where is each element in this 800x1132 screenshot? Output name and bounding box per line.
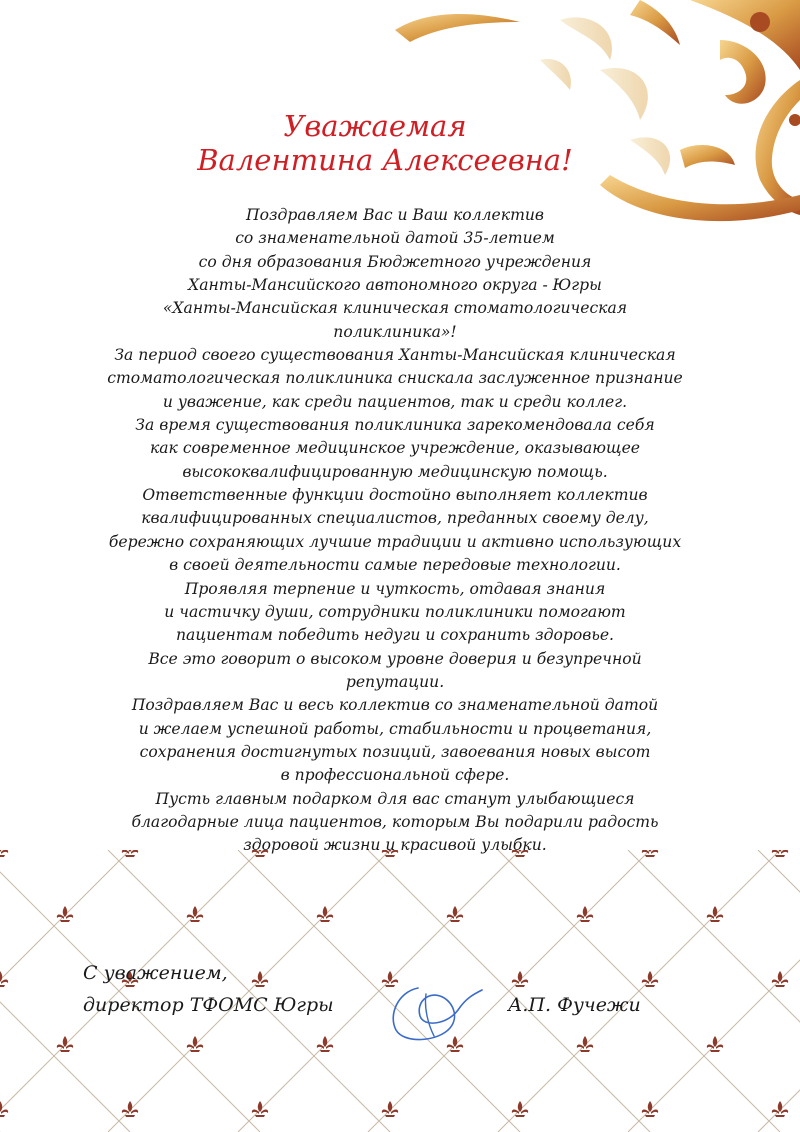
fleur-de-lis-icon <box>577 1036 593 1052</box>
signature-regards: С уважением, <box>83 962 228 984</box>
fleur-de-lis-icon <box>707 1036 723 1052</box>
body-line: бережно сохраняющих лучшие традиции и активно использующих <box>108 532 682 551</box>
fleur-de-lis-icon <box>0 850 8 857</box>
body-line: в профессиональной сфере. <box>280 766 510 785</box>
handwritten-signature <box>378 980 488 1050</box>
body-line: как современное медицинское учреждение, оказывающее <box>149 439 641 458</box>
letter-body <box>95 204 695 858</box>
fleur-de-lis-icon <box>317 1036 333 1052</box>
body-line: Ответственные функции достойно выполняет коллектив <box>142 486 648 505</box>
body-line: пациентам победить недуги и сохранить здоровье. <box>175 626 615 645</box>
body-line: Все это говорит о высоком уровне доверия и безупречной <box>148 649 642 668</box>
body-line: Поздравляем Вас и весь коллектив со знаменательной датой <box>131 696 659 715</box>
fleur-de-lis-icon <box>772 971 788 987</box>
fleur-de-lis-icon <box>772 1101 788 1117</box>
lattice-line <box>0 850 130 1132</box>
lattice-line <box>628 850 800 1132</box>
body-line: «Ханты-Мансийская клиническая стоматологическая <box>162 299 628 318</box>
body-line: Пусть главным подарком для вас станут улыбающиеся <box>155 789 635 808</box>
body-line: квалифицированных специалистов, преданных своему делу, <box>141 509 649 528</box>
body-line: Ханты-Мансийского автономного округа - Югры <box>188 276 602 295</box>
body-line: высококвалифицированную медицинскую помощь. <box>182 462 608 481</box>
fleur-de-lis-icon <box>512 1101 528 1117</box>
greeting-title-line2: Валентина Алексеевна! <box>197 143 573 177</box>
body-line: Проявляя терпение и чуткость, отдавая знания <box>184 579 606 598</box>
fleur-de-lis-icon <box>642 1101 658 1117</box>
lattice-line <box>758 850 800 1132</box>
fleur-de-lis-icon <box>57 906 73 922</box>
fleur-de-lis-icon <box>642 971 658 987</box>
body-line: поликлиника»! <box>333 322 457 341</box>
lattice-line <box>0 850 260 1132</box>
fleur-de-lis-icon <box>252 1101 268 1117</box>
fleur-de-lis-icon <box>122 1101 138 1117</box>
signature-name: А.П. Фучежи <box>508 994 641 1016</box>
greeting-title-line1: Уважаемая <box>283 109 467 143</box>
lattice-line <box>758 850 800 1132</box>
fleur-de-lis-icon <box>57 1036 73 1052</box>
fleur-de-lis-icon <box>187 906 203 922</box>
fleur-de-lis-icon <box>447 906 463 922</box>
body-line: благодарные лица пациентов, которым Вы подарили радость <box>131 812 659 831</box>
fleur-de-lis-icon <box>577 906 593 922</box>
body-line: репутации. <box>345 672 445 691</box>
body-line: стоматологическая поликлиника снискала заслуженное признание <box>107 369 683 388</box>
body-line: сохранения достигнутых позиций, завоевания новых высот <box>139 742 651 761</box>
fleur-de-lis-icon <box>512 971 528 987</box>
body-line: здоровой жизни и красивой улыбки. <box>243 836 547 855</box>
lattice-line <box>0 850 260 1132</box>
lattice-line <box>628 850 800 1132</box>
fleur-de-lis-icon <box>317 906 333 922</box>
body-line: со знаменательной датой 35-летием <box>235 229 555 248</box>
fleur-de-lis-icon <box>187 1036 203 1052</box>
body-line: За время существования поликлиника зарекомендовала себя <box>135 416 655 435</box>
fleur-de-lis-icon <box>707 906 723 922</box>
body-line: Поздравляем Вас и Ваш коллектив <box>245 206 545 224</box>
fleur-de-lis-icon <box>252 971 268 987</box>
body-line: со дня образования Бюджетного учреждения <box>198 252 592 271</box>
body-line: в своей деятельности самые передовые технологии. <box>169 556 621 575</box>
signature-role: директор ТФОМС Югры <box>83 994 334 1016</box>
body-line: За период своего существования Ханты-Мансийская клиническая <box>114 346 676 365</box>
fleur-de-lis-icon <box>382 1101 398 1117</box>
body-line: и желаем успешной работы, стабильности и процветания, <box>138 719 652 738</box>
lattice-line <box>0 850 130 1132</box>
body-line: и уважение, как среди пациентов, так и среди коллег. <box>162 392 628 411</box>
body-line: и частичку души, сотрудники поликлиники помогают <box>164 602 626 621</box>
